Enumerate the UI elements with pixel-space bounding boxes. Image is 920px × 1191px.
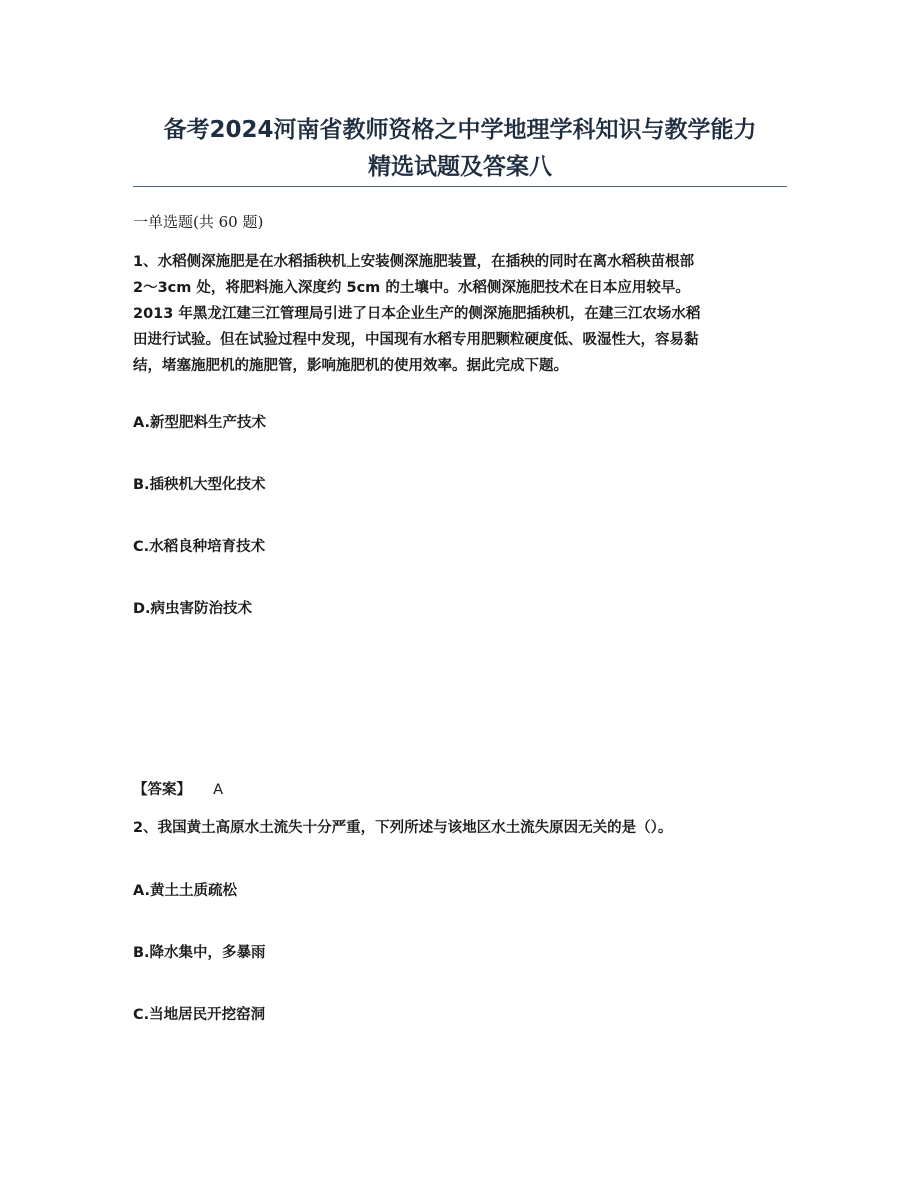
question-1-stem-line: 田进行试验。但在试验过程中发现，中国现有水稻专用肥颗粒硬度低、吸湿性大，容易黏 [133,332,699,348]
question-1-answer [133,777,223,803]
question-1-option-a: A.新型肥料生产技术 [133,415,266,431]
document-title-line-2: 精选试题及答案八 [368,154,552,180]
title-divider [133,186,787,187]
question-1-option-d: D.病虫害防治技术 [133,601,253,617]
answer-label: 【答案】 [133,782,191,798]
question-2-stem: 2、我国黄土高原水土流失十分严重，下列所述与该地区水土流失原因无关的是（）。 [133,820,673,836]
question-1-stem-line: 1、水稻侧深施肥是在水稻插秧机上安装侧深施肥装置，在插秧的同时在离水稻秧苗根部 [133,254,695,270]
question-2-option-a: A.黄土土质疏松 [133,883,237,899]
question-1-stem-line: 2013 年黑龙江建三江管理局引进了日本企业生产的侧深施肥插秧机，在建三江农场水稻 [133,306,701,322]
question-1-option-c: C.水稻良种培育技术 [133,539,266,555]
question-2-option-c: C.当地居民开挖窑洞 [133,1007,266,1023]
question-1-stem-line: 结，堵塞施肥机的施肥管，影响施肥机的使用效率。据此完成下题。 [133,358,568,374]
document-title [120,112,800,186]
question-2-option-b: B.降水集中，多暴雨 [133,945,266,961]
question-1-option-b: B.插秧机大型化技术 [133,477,266,493]
answer-value: A [213,782,224,798]
question-1-stem [133,249,783,379]
section-heading: 一单选题(共 60 题) [133,213,264,231]
document-title-line-1: 备考2024河南省教师资格之中学地理学科知识与教学能力 [163,117,757,143]
question-1-stem-line: 2～3cm 处，将肥料施入深度约 5cm 的土壤中。水稻侧深施肥技术在日本应用较早。 [133,280,690,296]
